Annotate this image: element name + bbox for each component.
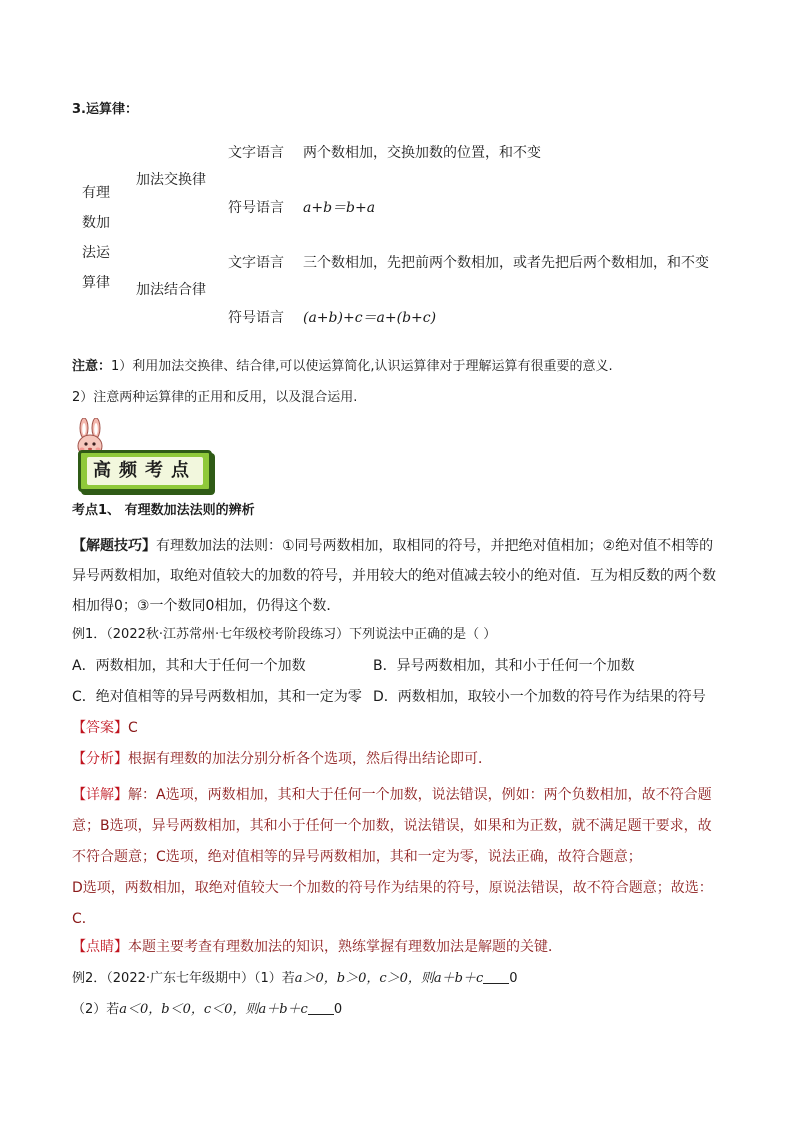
answer-blank [308, 1000, 334, 1015]
example2-part1-math: a＞0，b＞0，c＞0，则a＋b＋c [294, 971, 484, 986]
option-b: B．异号两数相加，其和小于任何一个加数 [373, 658, 635, 674]
option-d: D．两数相加，取较小一个加数的符号作为结果的符号 [373, 689, 706, 705]
badge-frame [78, 450, 212, 492]
tip-block [72, 531, 716, 621]
comment-line [72, 937, 562, 957]
example2-part2-head: （2）若 [72, 1002, 120, 1017]
example2-stem: 例2．（2022·广东七年级期中）（1）若 [72, 971, 295, 986]
option-c: C．绝对值相等的异号两数相加，其和一定为零 [72, 689, 362, 705]
word-language-label: 文字语言 [228, 145, 284, 161]
word-language-text: 两个数相加，交换加数的位置，和不变 [303, 145, 541, 161]
detail-line [72, 780, 713, 811]
group-label-line: 有理 [82, 185, 110, 201]
example2-part1-tail: 0 [509, 971, 518, 986]
tip-line [72, 531, 716, 561]
detail-text: 解：A选项，两数相加，其和大于任何一个加数，说法错误，例如：两个负数相加，故不符合题 [128, 787, 712, 803]
symbol-language-text: (a+b)+c＝a+(b+c) [303, 310, 437, 326]
symbol-language-label: 符号语言 [228, 200, 284, 216]
table-group-label [82, 178, 118, 298]
example2-part2 [72, 1000, 342, 1019]
group-label-line: 法运 [82, 245, 110, 261]
comment-label: 【点睛】 [72, 939, 128, 955]
detail-line: D选项，两数相加，取绝对值较大一个加数的符号作为结果的符号，原说法错误，故不符合题意；故选： [72, 880, 713, 896]
tip-line: 相加得0；③一个数同0相加，仍得这个数． [72, 598, 341, 614]
tip-text: 有理数加法的法则：①同号两数相加，取相同的符号，并把绝对值相加；②绝对值不相等的 [156, 538, 714, 554]
analysis-text: 根据有理数的加法分别分析各个选项，然后得出结论即可． [128, 751, 492, 767]
note-text: 1）利用加法交换律、结合律,可以使运算简化,认识运算律对于理解运算有很重要的意义. [111, 359, 613, 374]
kaodian-title: 考点1、 有理数加法法则的辨析 [72, 503, 255, 518]
example1-stem: 例1．（2022秋·江苏常州·七年级校考阶段练习）下列说法中正确的是（ ） [72, 627, 497, 642]
answer-line [72, 718, 138, 738]
example2-part2-math: a＜0，b＜0，c＜0，则a＋b＋c [119, 1002, 308, 1017]
note-line-2: 2）注意两种运算律的正用和反用，以及混合运用. [72, 390, 358, 405]
frequent-points-badge [72, 418, 212, 490]
analysis-label: 【分析】 [72, 751, 128, 767]
answer-label: 【答案】 [72, 720, 128, 736]
badge-title: 高频考点 [87, 457, 203, 485]
detail-line: C． [72, 911, 96, 927]
symbol-language-label: 符号语言 [228, 310, 284, 326]
law-name: 加法结合律 [136, 282, 206, 298]
section-title: 3.运算律： [72, 102, 138, 117]
detail-line: 意；B选项，异号两数相加，其和小于任何一个加数，说法错误，如果和为正数，就不满足题干要求，故 [72, 818, 712, 834]
note-label: 注意： [72, 359, 112, 374]
example2-part2-tail: 0 [333, 1002, 343, 1017]
option-a: A．两数相加，其和大于任何一个加数 [72, 658, 306, 674]
detail-line: 不符合题意；C选项，绝对值相等的异号两数相加，其和一定为零，说法正确，故符合题意； [72, 849, 642, 865]
answer-blank [483, 969, 509, 984]
group-label-line: 数加 [82, 215, 110, 231]
word-language-label: 文字语言 [228, 255, 284, 271]
detail-block [72, 780, 713, 935]
example2-part1 [72, 969, 518, 988]
answer-value: C [128, 720, 138, 736]
tip-line: 异号两数相加，取绝对值较大的加数的符号，并用较大的绝对值减去较小的绝对值．互为相反数的两个数 [72, 568, 716, 584]
law-name: 加法交换律 [136, 172, 206, 188]
analysis-line [72, 749, 492, 769]
detail-label: 【详解】 [72, 787, 128, 803]
note-line-1 [72, 358, 613, 376]
symbol-language-text: a+b＝b+a [303, 200, 376, 216]
group-label-line: 算律 [82, 275, 110, 291]
word-language-text: 三个数相加，先把前两个数相加，或者先把后两个数相加，和不变 [303, 255, 709, 271]
comment-text: 本题主要考查有理数加法的知识，熟练掌握有理数加法是解题的关键． [128, 939, 562, 955]
tip-label: 【解题技巧】 [72, 538, 156, 554]
